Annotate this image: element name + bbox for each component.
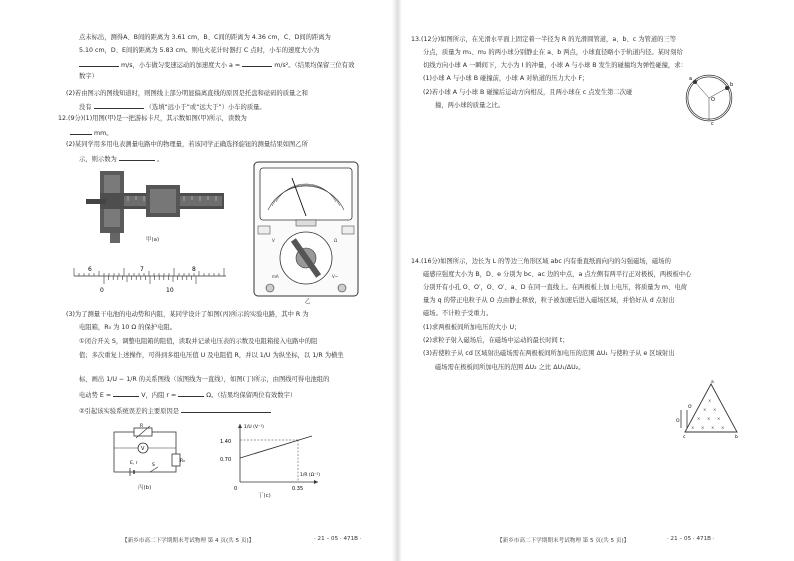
graph-x-label: 1/R (Ω⁻¹) xyxy=(300,473,321,478)
multimeter-figure xyxy=(252,160,360,300)
svg-text:×: × xyxy=(707,416,711,421)
svg-text:mA: mA xyxy=(272,274,279,279)
left-footer: 【新乡市高二下学期期末考试物理 第 4 页(共 5 页)】 xyxy=(122,538,255,544)
q12-part3-line-5: 标，画出 1/U − 1/R 的关系图线（该图线为一直线），如图(丁)所示，由图线可得电池组的 xyxy=(79,376,330,383)
q11-part2-line-1: (2)若由图示的图线知道时，则图线上部分明显偏离直线的原因是托盘和砝码的质量之和 xyxy=(66,90,308,97)
answer-blank[interactable] xyxy=(119,154,155,161)
q14-line-6: (1)求两极板间所加电压的大小 U； xyxy=(423,324,521,331)
q14-line-9: 磁场需在极板间所加电压的范围 ΔU₂ 之比 ΔU₁/ΔU₂。 xyxy=(435,364,585,371)
ruler-label: 0 xyxy=(100,287,104,294)
svg-text:Ω: Ω xyxy=(334,238,338,243)
point-label: a xyxy=(689,76,693,82)
tri-label: c xyxy=(683,435,686,440)
tri-label: b xyxy=(735,435,738,440)
point-label: b xyxy=(730,82,734,88)
ruler-scale-figure xyxy=(70,264,230,294)
svg-text:×: × xyxy=(711,425,715,430)
circuit-diagram xyxy=(106,424,186,482)
answer-blank[interactable] xyxy=(94,102,144,109)
linear-graph-figure xyxy=(212,420,322,492)
ruler-label: 10 xyxy=(166,287,174,294)
q13-line-2: 分点，质量为 m₁、m₂ 的两小球分别静止在 a、b 两点，小球直径略小于轨道内径。某时刻给 xyxy=(423,49,683,56)
figure-label-ding: 丁(c) xyxy=(258,493,271,499)
tri-label: a xyxy=(711,380,714,385)
ruler-label: 6 xyxy=(88,266,92,273)
q12-part2-line-1: (2)某同学用多用电表测量电路中的物理量，若该同学正确选择旋钮的测量结果如图乙所 xyxy=(66,141,308,148)
triangle-field-figure xyxy=(677,380,741,438)
q12-part3-line-2: 电阻箱，R₀ 为 10 Ω 的保护电阻。 xyxy=(79,324,176,331)
q12-line-2: mm。 xyxy=(70,128,113,138)
q14-line-7: (2)求粒子射入磁场后，在磁场中运动的最长时间 t； xyxy=(423,337,569,344)
q12-part3-line-1: (3)为了测量干电池的电动势和内阻，某同学设计了如图(丙)所示的实验电路，其中 R 为 xyxy=(66,311,309,318)
answer-blank[interactable] xyxy=(113,390,139,397)
answer-blank[interactable] xyxy=(79,60,119,67)
svg-text:×: × xyxy=(721,425,725,430)
answer-blank[interactable] xyxy=(70,128,92,135)
svg-text:S: S xyxy=(152,463,155,468)
q11-part2-line-2: 没有 （选填“远小于”或“远大于”）小车的质量。 xyxy=(79,104,266,111)
q14-line-5: 磁场。不计粒子受重力。 xyxy=(423,310,493,317)
q13-line-1: 13.(12分)如图所示，在光滑水平面上固定着一半径为 R 的光滑圆管道，a、b、c 为管道的三等 xyxy=(411,36,677,43)
ruler-label: 8 xyxy=(192,266,196,273)
answer-blank[interactable] xyxy=(181,406,271,413)
right-footer-code: · 21 – 05 · 471B · xyxy=(667,536,715,542)
q11-line-3: m/s，小车做匀变速运动的加速度大小 a = m/s²。（结果均保留三位有效 xyxy=(79,60,354,70)
q13-line-3: 切线方向小球 A 一瞬间下，大小为 I 的冲量，小球 A 与小球 B 发生的碰撞均为弹性碰撞，求： xyxy=(423,62,687,69)
point-label: O xyxy=(711,97,715,103)
q14-line-1: 14.(16分)如图所示，边长为 L 的等边三角形区域 abc 内有垂直纸面向内的匀强磁场，磁场的 xyxy=(411,258,671,265)
tri-label: O′ xyxy=(688,405,693,410)
svg-text:×: × xyxy=(701,425,705,430)
right-footer: 【新乡市高二下学期期末考试物理 第 5 页(共 5 页)】 xyxy=(497,538,630,544)
point-label: c xyxy=(711,121,714,127)
q13-line-5: (2)若小球 A 与小球 B 碰撞后运动方向相反，且两小球在 c 点发生第二次碰 xyxy=(423,89,633,96)
graph-y-label: 1/U (V⁻¹) xyxy=(244,425,264,430)
q14-line-8: (3)若使粒子从 cd 区域射出磁场需在两极板间所加电压的范围 ΔU₁ 与使粒子从 e 区域射出 xyxy=(423,350,675,357)
svg-text:E, r: E, r xyxy=(130,461,138,466)
q14-line-3: 分别开有小孔 O、O′，O、O′、a、D 在同一直线上。在两极板上加上电压，将质量为 m、电荷 xyxy=(423,284,687,291)
circular-track-figure xyxy=(679,70,739,126)
tri-label: O xyxy=(676,419,680,424)
svg-text:×: × xyxy=(713,407,717,412)
q11-line-4: 数字） xyxy=(79,73,98,80)
q11-line-2: 5.10 cm，D、E间的距离为 5.83 cm。则电火花计时器打 C 点时，小车的速度大小为 xyxy=(79,47,320,54)
figure-label-bing: 丙(b) xyxy=(138,485,152,491)
right-page xyxy=(397,0,794,561)
q12-part3-line-6: 电动势 E = V，内阻 r = Ω。（结果均保留两位有效数字） xyxy=(79,392,297,399)
q12-part3-line-4: 值；多次重复上述操作，可得到多组电压值 U 及电阻值 R，并以 1/U 为纵坐标，以 1/R 为横坐 xyxy=(79,352,344,359)
q12-part3-line-3: ①闭合开关 S，调整电阻箱的阻值，读取并记录电压表的示数及电阻箱接入电路中的阻 xyxy=(79,338,318,345)
svg-text:×: × xyxy=(691,425,695,430)
graph-y-tick: 0.70 xyxy=(220,457,232,463)
q12-part3-line-7: ②引起该实验系统误差的主要原因是 xyxy=(79,406,271,416)
vernier-caliper-figure xyxy=(86,165,226,247)
q12-line-1: 12.(9分)(1)用图(甲)是一把游标卡尺，其示数如图(甲)所示，读数为 xyxy=(58,115,247,122)
graph-origin: 0 xyxy=(234,486,238,492)
svg-text:V: V xyxy=(272,238,275,243)
q13-line-4: (1)小球 A 与小球 B 碰撞前，小球 A 对轨道的压力大小 F； xyxy=(423,75,589,82)
answer-blank[interactable] xyxy=(178,390,204,397)
ruler-label: 7 xyxy=(140,266,144,273)
figure-label-jia: 甲(a) xyxy=(146,237,160,243)
graph-y-tick: 1.40 xyxy=(220,439,232,445)
svg-text:V: V xyxy=(141,446,145,452)
svg-text:×: × xyxy=(703,407,707,412)
q14-line-4: 量为 q 的带正电粒子从 O 点由静止释放，粒子被加速后进入磁场区域，并恰好从 d 点射出 xyxy=(423,297,675,304)
svg-text:R₀: R₀ xyxy=(180,459,185,464)
svg-text:×: × xyxy=(697,416,701,421)
left-footer-code: · 21 – 05 · 471B · xyxy=(314,536,362,542)
svg-text:R: R xyxy=(140,424,144,429)
q11-line-1: 点未标出，测得A、B间的距离为 3.61 cm，B、C间的距离为 4.36 cm，C、D间的距离为 xyxy=(79,34,331,41)
figure-label-yi: 乙 xyxy=(305,299,311,305)
q12-part2-line-2: 示，则示数为 。 xyxy=(79,156,164,163)
svg-text:×: × xyxy=(717,416,721,421)
svg-text:V~: V~ xyxy=(332,274,339,279)
answer-blank[interactable] xyxy=(242,60,272,67)
graph-x-tick: 0.35 xyxy=(292,486,304,492)
q13-line-6: 撞，两小球的质量之比。 xyxy=(435,102,505,109)
svg-text:×: × xyxy=(708,398,712,403)
q14-line-2: 磁感应强度大小为 B，D、e 分别为 bc、ac 边的中点，a 点左侧有两平行正对极板，两极板中心 xyxy=(423,271,692,278)
